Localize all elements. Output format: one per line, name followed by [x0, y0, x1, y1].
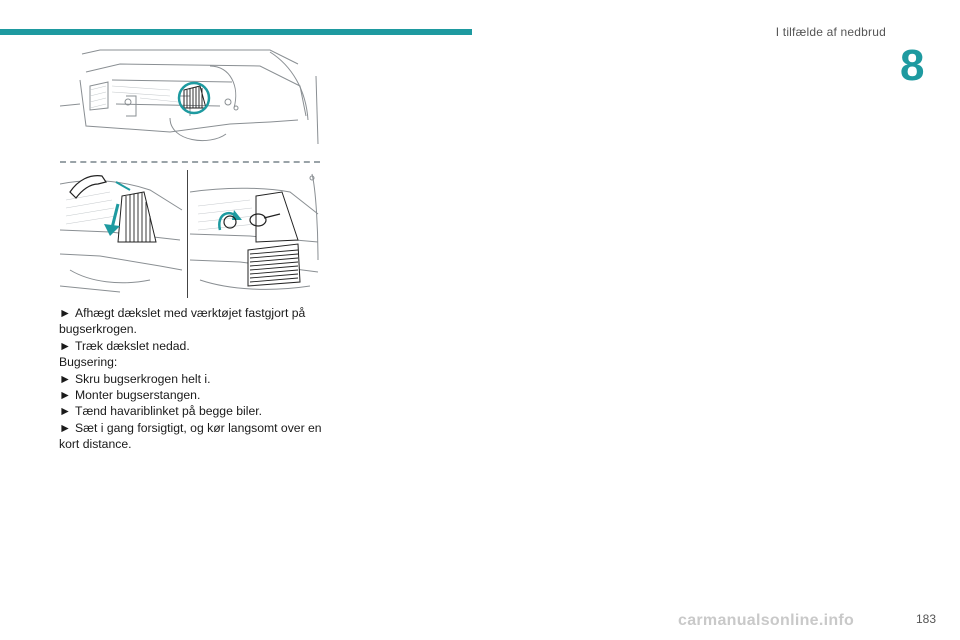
- bullet-arrow-icon: ►: [59, 420, 72, 435]
- screw-in-tow-eye-illustration: [190, 170, 320, 298]
- instruction-line-1: ► Afhægt dækslet med værktøjet fastgjort på bugserkrogen.: [59, 306, 306, 337]
- bullet-arrow-icon: ►: [59, 338, 72, 353]
- bullet-arrow-icon: ►: [59, 388, 72, 403]
- instruction-line-4: ► Monter bugserstangen.: [59, 388, 201, 403]
- instruction-line-3: ► Skru bugserkrogen helt i.: [59, 371, 211, 386]
- chapter-number: 8: [900, 41, 925, 90]
- instruction-line-5: ► Tænd havariblinket på begge biler.: [59, 404, 262, 419]
- bullet-arrow-icon: ►: [59, 404, 72, 419]
- instruction-line-6: ► Sæt i gang forsigtigt, og kør langsomt over en kort distance.: [59, 420, 322, 452]
- instruction-text: [59, 305, 329, 453]
- chapter-accent-bar: [0, 29, 472, 35]
- figure-divider: [187, 170, 188, 298]
- site-watermark: carmanualsonline.info: [678, 612, 855, 629]
- bumper-tow-cover-illustration: [60, 46, 320, 150]
- section-heading-towing: Bugsering:: [59, 355, 118, 370]
- remove-cover-with-tool-illustration: [60, 170, 184, 298]
- chapter-title: I tilfælde af nedbrud: [775, 25, 886, 39]
- page-number: 183: [915, 612, 936, 626]
- bullet-arrow-icon: ►: [59, 371, 72, 386]
- bullet-arrow-icon: ►: [59, 306, 72, 320]
- figure-separator: [60, 161, 320, 165]
- instruction-line-2: ► Træk dækslet nedad.: [59, 338, 190, 353]
